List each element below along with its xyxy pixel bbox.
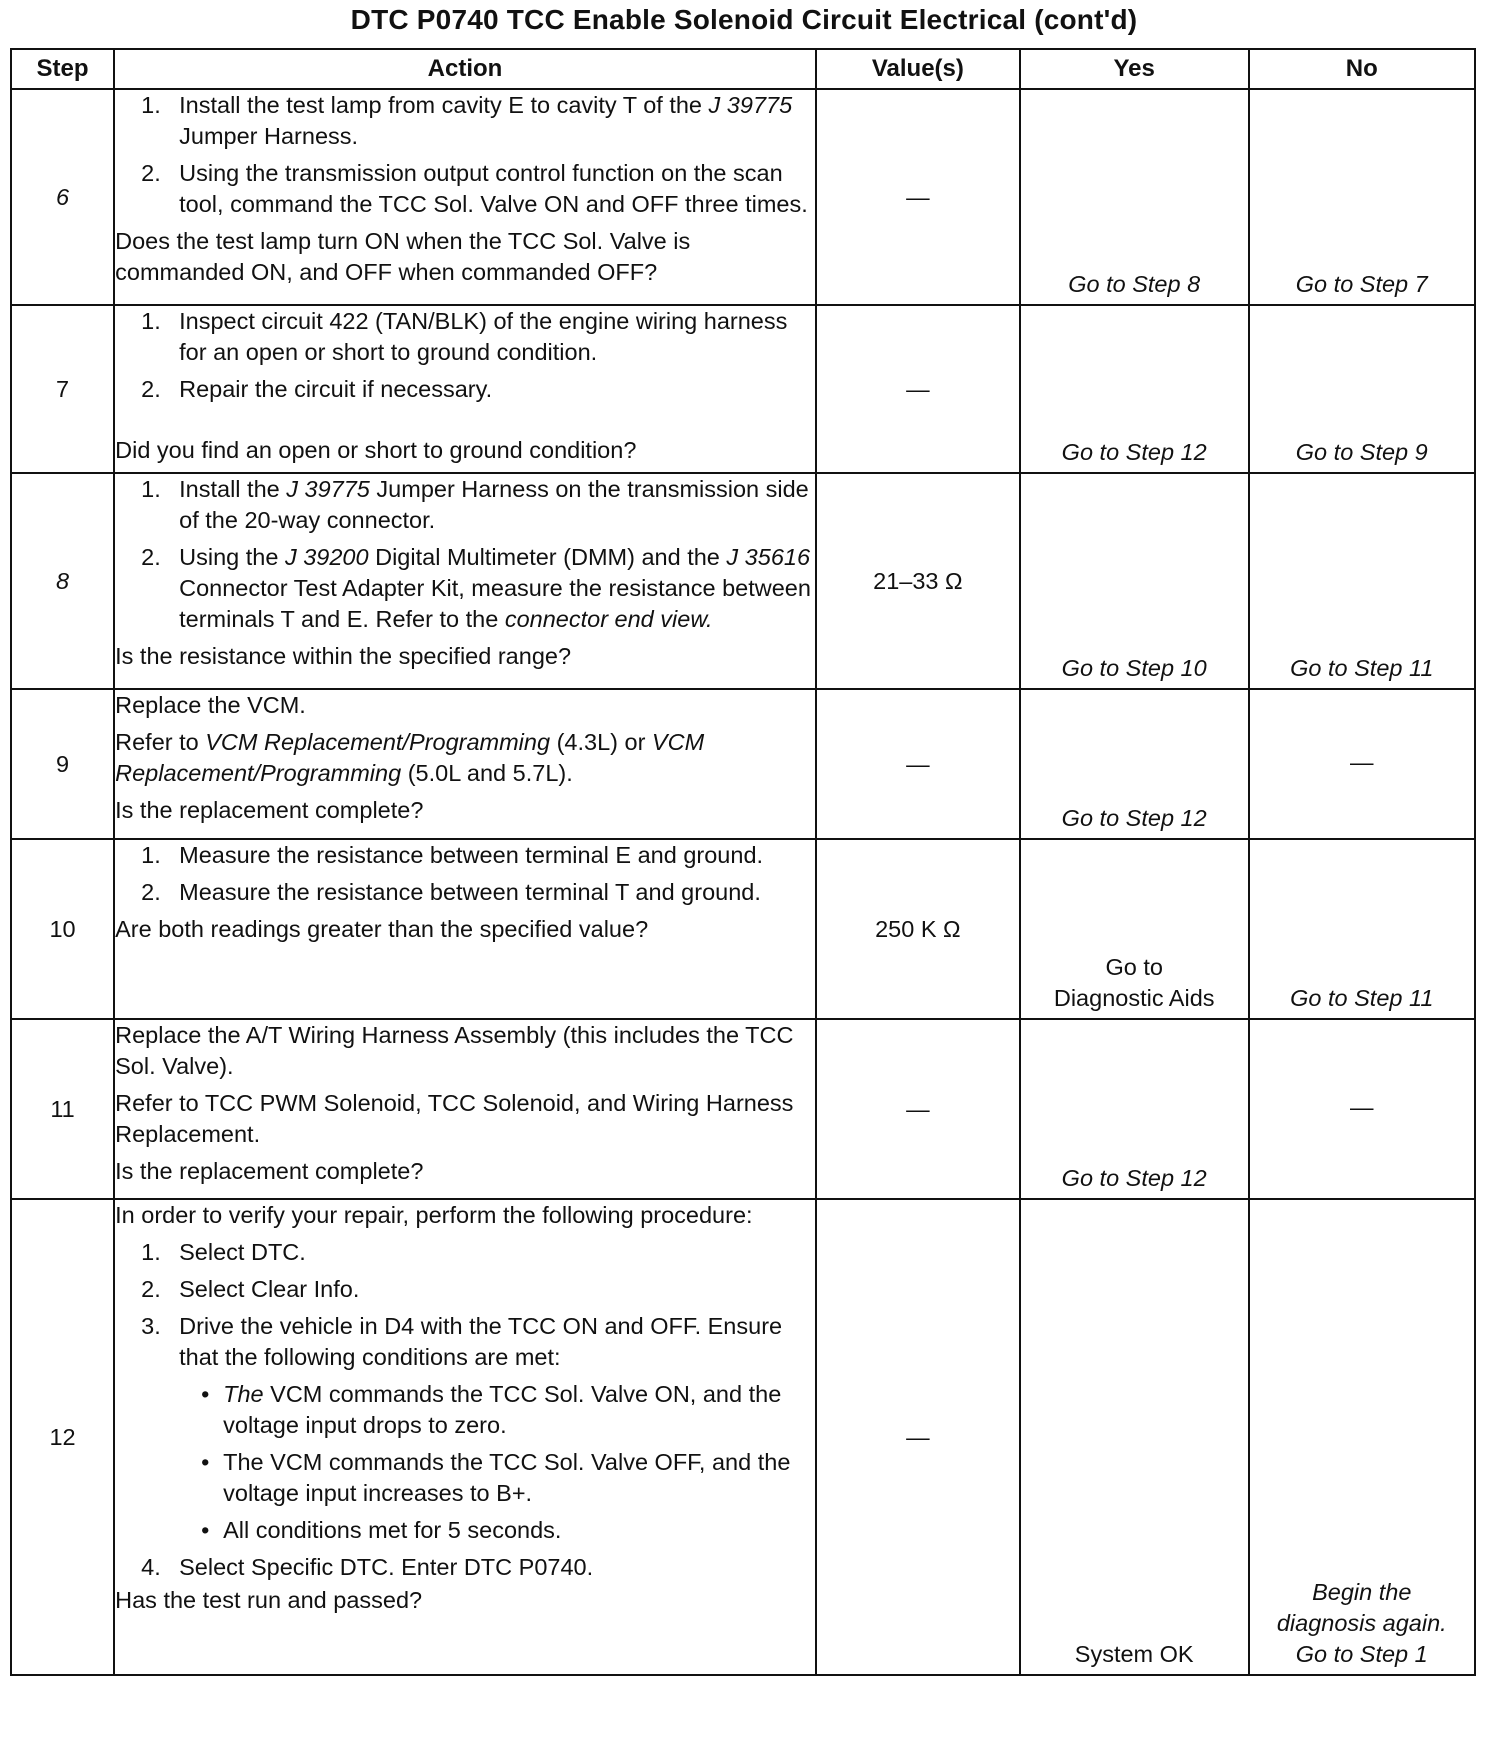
table-row [11,89,1475,305]
list-item: 1. Install the J 39775 Jumper Harness on the transmission side of the 20-way connector. [141,476,809,533]
no-line: Go to Step 1 [1295,1641,1428,1667]
action-paragraph: Replace the VCM. [115,692,306,718]
question-text: Is the resistance within the specified range? [115,643,572,669]
question-text: Is the replacement complete? [115,797,424,823]
value-cell: 250 K Ω [816,839,1020,1019]
value-cell: — [816,1199,1020,1675]
column-header-action: Action [114,49,816,89]
question-text: Has the test run and passed? [115,1587,423,1613]
action-paragraph: Refer to TCC PWM Solenoid, TCC Solenoid, and Wiring Harness Replacement. [115,1090,794,1147]
table-row [11,1199,1475,1675]
list-item: 4. Select Specific DTC. Enter DTC P0740. [141,1554,594,1580]
list-item: 2. Using the transmission output control function on the scan tool, command the TCC Sol. Valve ON and OFF three times. [141,160,808,217]
yes-cell: System OK [1020,1199,1249,1675]
list-item: 1. Select DTC. [141,1239,306,1265]
bullet-icon: • [201,1381,210,1407]
diagnostic-table [10,48,1476,1676]
list-item: 3. Drive the vehicle in D4 with the TCC ON and OFF. Ensure that the following conditions are met: [141,1313,783,1370]
action-cell [114,839,816,1019]
step-number: 7 [11,305,114,473]
no-cell: Go to Step 7 [1249,89,1475,305]
action-cell [114,1019,816,1199]
action-cell [114,305,816,473]
bullet-icon: • [201,1517,210,1543]
yes-line: Go to [1105,954,1163,980]
column-header-no: No [1249,49,1475,89]
page-title: DTC P0740 TCC Enable Solenoid Circuit Electrical (cont'd) [350,4,1138,35]
list-item: 2. Measure the resistance between terminal T and ground. [141,879,761,905]
list-item: 2. Select Clear Info. [141,1276,360,1302]
yes-cell: Go to Step 12 [1020,1019,1249,1199]
no-cell [1249,1199,1475,1675]
value-cell: — [816,305,1020,473]
column-header-values: Value(s) [816,49,1020,89]
question-text: Are both readings greater than the specified value? [115,916,649,942]
value-cell: — [816,689,1020,839]
no-line: diagnosis again. [1276,1610,1447,1636]
step-number: 11 [11,1019,114,1199]
no-cell: — [1249,1019,1475,1199]
step-number: 10 [11,839,114,1019]
bullet-item: • All conditions met for 5 seconds. [115,1515,815,1546]
yes-cell: Go to Step 8 [1020,89,1249,305]
no-cell: Go to Step 9 [1249,305,1475,473]
question-text: Does the test lamp turn ON when the TCC Sol. Valve is commanded ON, and OFF when commanded OFF? [115,228,691,285]
step-number: 12 [11,1199,114,1675]
table-row [11,1019,1475,1199]
action-cell [114,689,816,839]
table-row [11,305,1475,473]
action-cell [114,473,816,689]
no-cell: Go to Step 11 [1249,839,1475,1019]
yes-cell: Go to Step 10 [1020,473,1249,689]
list-item: 2. Repair the circuit if necessary. [141,376,493,402]
table-row [11,689,1475,839]
step-number: 6 [11,89,114,305]
yes-cell [1020,839,1249,1019]
value-cell: 21–33 Ω [816,473,1020,689]
value-cell: — [816,1019,1020,1199]
table-row [11,839,1475,1019]
step-number: 8 [11,473,114,689]
question-text: Is the replacement complete? [115,1158,424,1184]
yes-cell: Go to Step 12 [1020,689,1249,839]
list-item: 1. Inspect circuit 422 (TAN/BLK) of the engine wiring harness for an open or short to ground condition. [141,308,788,365]
step-number: 9 [11,689,114,839]
table-header-row [11,49,1475,89]
action-cell [114,1199,816,1675]
yes-cell: Go to Step 12 [1020,305,1249,473]
yes-line: Diagnostic Aids [1053,985,1215,1011]
value-cell: — [816,89,1020,305]
bullet-item: • The VCM commands the TCC Sol. Valve ON, and the voltage input drops to zero. [201,1381,782,1438]
list-item: 2. Using the J 39200 Digital Multimeter (DMM) and the J 35616 Connector Test Adapter Kit, measure the resistance between terminals T and E. Refer to the connector end view. [141,544,811,632]
action-paragraph: In order to verify your repair, perform the following procedure: [115,1202,753,1228]
table-row [11,473,1475,689]
list-item: 1. Install the test lamp from cavity E to cavity T of the J 39775 Jumper Harness. [141,92,793,149]
action-cell [114,89,816,305]
action-paragraph: Refer to VCM Replacement/Programming (4.3L) or VCM Replacement/Programming (5.0L and 5.7L). [115,729,705,786]
bullet-icon: • [201,1449,210,1475]
question-text: Did you find an open or short to ground condition? [115,437,637,463]
no-cell: — [1249,689,1475,839]
column-header-step: Step [11,49,114,89]
bullet-item: • The VCM commands the TCC Sol. Valve OFF, and the voltage input increases to B+. [201,1449,791,1506]
action-paragraph: Replace the A/T Wiring Harness Assembly (this includes the TCC Sol. Valve). [115,1022,794,1079]
list-item: 1. Measure the resistance between terminal E and ground. [141,842,764,868]
column-header-yes: Yes [1020,49,1249,89]
no-cell: Go to Step 11 [1249,473,1475,689]
no-line: Begin the [1312,1579,1412,1605]
